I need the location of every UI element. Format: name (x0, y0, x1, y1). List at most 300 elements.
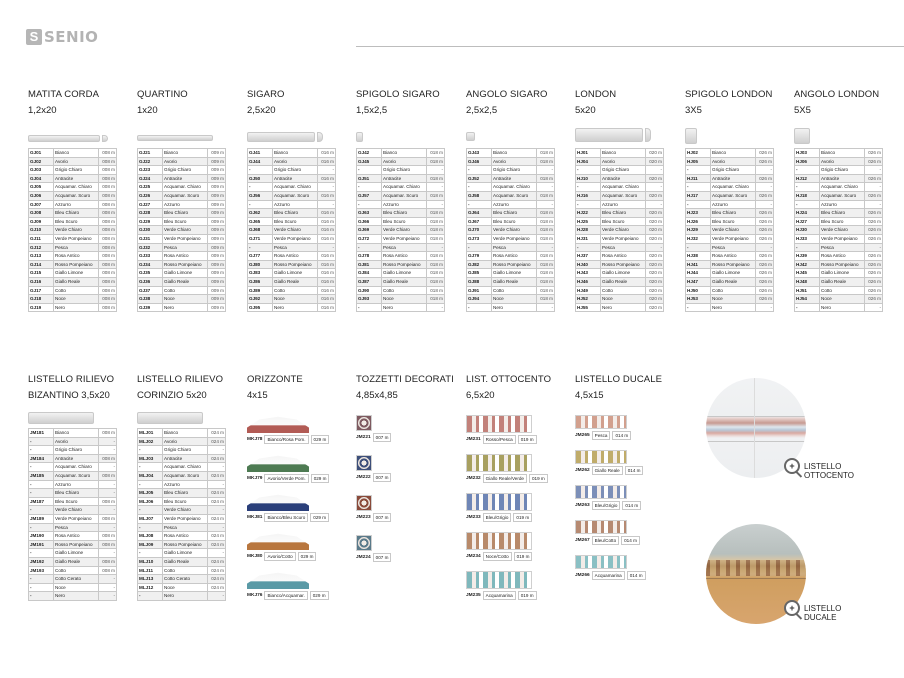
price: 009 m (208, 209, 226, 218)
color-name: Avorio (711, 157, 756, 166)
product-code: HJ25 (576, 217, 601, 226)
price: 018 m (537, 157, 555, 166)
table-row (686, 166, 774, 175)
table-row (248, 295, 336, 304)
price: 020 m (646, 295, 664, 304)
color-name: Antracite (163, 454, 208, 463)
color-name: Rosa Antico (54, 252, 99, 261)
color-name: Avorio (820, 157, 865, 166)
color-name: Avorio (601, 157, 646, 166)
trim-profile (356, 132, 363, 142)
color-name: Giallo Reale (592, 466, 623, 475)
table-row (29, 480, 117, 489)
table-row (138, 506, 226, 515)
price: 018 m (427, 226, 445, 235)
color-name: Cotto (711, 286, 756, 295)
price: 009 m (208, 295, 226, 304)
price: 026 m (756, 226, 774, 235)
code-table (137, 148, 226, 312)
product-code: GJ86 (248, 277, 273, 286)
color-name: Antracite (163, 174, 208, 183)
table-row (138, 157, 226, 166)
product-code: JM191 (29, 540, 54, 549)
color-name: Bleu/Cotto (592, 536, 619, 545)
price: 026 m (756, 209, 774, 218)
table-row (357, 277, 445, 286)
price: 008 m (99, 540, 117, 549)
table-row (467, 174, 555, 183)
table-row (29, 191, 117, 200)
product-column-matita (28, 88, 132, 312)
tile-image (575, 520, 627, 534)
brand-logo (26, 28, 98, 46)
product-column-london (575, 88, 679, 312)
product-code: - (686, 183, 711, 192)
price: - (427, 243, 445, 252)
table-row (29, 549, 117, 558)
product-code: MLJ04 (138, 471, 163, 480)
product-code: HJ01 (576, 149, 601, 158)
product-code: HJ43 (576, 269, 601, 278)
price: - (646, 243, 664, 252)
price: 019 m (513, 513, 532, 522)
product-code: - (357, 303, 382, 312)
trim-swatch (247, 126, 351, 146)
price: 007 m (373, 473, 392, 482)
trim-profile (247, 132, 315, 142)
table-row (138, 260, 226, 269)
color-name: Grigio Chiaro (54, 166, 99, 175)
price: 008 m (99, 191, 117, 200)
price: 018 m (537, 277, 555, 286)
price: 019 m (518, 591, 537, 600)
color-name: Nero (492, 303, 537, 312)
product-code: - (138, 523, 163, 532)
table-row (357, 260, 445, 269)
product-code: - (686, 166, 711, 175)
color-name: Acquamar. Chiaro (820, 183, 865, 192)
table-row (248, 191, 336, 200)
product-code: GJ58 (467, 191, 492, 200)
product-code: HJ53 (686, 295, 711, 304)
trim-profile (28, 135, 100, 142)
product-code: - (138, 446, 163, 455)
color-name: Verde Pompeiano (382, 234, 427, 243)
table-row (29, 429, 117, 438)
color-name: Noce (273, 295, 318, 304)
price: 020 m (646, 149, 664, 158)
code-table (685, 148, 774, 312)
price: 024 m (208, 471, 226, 480)
code-table (247, 148, 336, 312)
color-name: Verde Pompeiano (492, 234, 537, 243)
table-row (357, 209, 445, 218)
table-row (138, 463, 226, 472)
product-code: MKJ80 (247, 554, 263, 559)
price: 024 m (208, 575, 226, 584)
price: 008 m (99, 269, 117, 278)
price: 014 m (621, 536, 640, 545)
product-code: HJ32 (686, 234, 711, 243)
color-name: Giallo Limone (54, 549, 99, 558)
table-row (795, 269, 883, 278)
color-name: Acquamar. Scuro (492, 191, 537, 200)
table-row (576, 303, 664, 312)
price: 029 m (310, 591, 329, 600)
tile-image (466, 415, 532, 433)
color-name: Noce (601, 295, 646, 304)
product-title: ORIZZONTE (247, 374, 303, 385)
color-name: Acquamar. Chiaro (492, 183, 537, 192)
price: 008 m (99, 243, 117, 252)
color-name: Grigio Chiaro (711, 166, 756, 175)
product-title: LISTELLO RILIEVO (137, 374, 224, 385)
price: 018 m (427, 252, 445, 261)
list-item (247, 415, 355, 444)
table-row (795, 157, 883, 166)
table-row (576, 286, 664, 295)
product-code: GJ78 (357, 252, 382, 261)
product-code: GJ91 (467, 286, 492, 295)
color-name: Antracite (54, 174, 99, 183)
price: 009 m (208, 286, 226, 295)
table-row (467, 217, 555, 226)
price: 008 m (99, 200, 117, 209)
color-name: Avorio (273, 157, 318, 166)
list-item (356, 455, 464, 482)
price: 024 m (208, 429, 226, 438)
color-name: Antracite (54, 454, 99, 463)
product-size: 5x20 (575, 105, 596, 116)
product-code: GJ65 (248, 217, 273, 226)
table-row (576, 243, 664, 252)
price: 029 m (310, 513, 329, 522)
product-code: - (29, 549, 54, 558)
product-code: HJ49 (576, 286, 601, 295)
logo-text: SENIO (44, 28, 99, 46)
price: 026 m (756, 217, 774, 226)
logo-mark: S (26, 29, 42, 45)
price: 018 m (427, 295, 445, 304)
color-name: Acquamar. Chiaro (273, 183, 318, 192)
price: 026 m (865, 191, 883, 200)
table-row (138, 303, 226, 312)
product-code: GJ85 (467, 269, 492, 278)
product-code: GJ73 (467, 234, 492, 243)
table-row (29, 209, 117, 218)
product-code: GJ87 (357, 277, 382, 286)
product-column-spigolo_sigaro (356, 88, 460, 312)
price: - (756, 243, 774, 252)
price: 020 m (646, 286, 664, 295)
price: 029 m (311, 435, 330, 444)
color-name: Bleu Scuro (163, 217, 208, 226)
product-column-quartino (137, 88, 241, 312)
tile-image (356, 535, 372, 551)
product-code: GJ62 (248, 209, 273, 218)
price: 009 m (208, 149, 226, 158)
color-name: Verde Pompeiano (273, 234, 318, 243)
product-title: LONDON (575, 89, 617, 100)
price: 024 m (208, 514, 226, 523)
color-name: Rosso Pompeiano (601, 260, 646, 269)
product-column-sigaro (247, 88, 351, 312)
color-name: Rosso Pompeiano (711, 260, 756, 269)
color-name: Nero (273, 303, 318, 312)
price: 016 m (318, 209, 336, 218)
list-item (356, 495, 464, 522)
product-code: GJ67 (467, 217, 492, 226)
product-code: HJ28 (576, 226, 601, 235)
product-column-ottocento (466, 373, 574, 610)
price: 019 m (514, 552, 533, 561)
price: 024 m (208, 583, 226, 592)
product-code: MLJ03 (138, 454, 163, 463)
table-row (357, 149, 445, 158)
list-item (247, 571, 355, 600)
product-code: - (248, 243, 273, 252)
color-name: Acquamar. Chiaro (54, 183, 99, 192)
product-code: MLJ06 (138, 497, 163, 506)
table-row (29, 566, 117, 575)
price: 016 m (318, 252, 336, 261)
product-code: GJ44 (248, 157, 273, 166)
price: - (99, 480, 117, 489)
product-code: HJ02 (686, 149, 711, 158)
color-name: Noce (492, 295, 537, 304)
price: - (646, 166, 664, 175)
color-name: Bianco (54, 429, 99, 438)
color-name: Giallo Limone (601, 269, 646, 278)
product-size: 6,5x20 (466, 390, 495, 401)
list-item (356, 415, 464, 442)
product-size: 4,85x4,85 (356, 390, 398, 401)
table-row (467, 252, 555, 261)
color-name: Verde Chiaro (601, 226, 646, 235)
product-code: GJ83 (248, 269, 273, 278)
color-name: Bleu Chiaro (54, 209, 99, 218)
price: 009 m (208, 183, 226, 192)
product-code: - (467, 243, 492, 252)
color-name: Nero (163, 592, 208, 601)
product-code: GJ45 (357, 157, 382, 166)
table-row (467, 183, 555, 192)
color-name: Noce (163, 295, 208, 304)
product-code: GJ63 (357, 209, 382, 218)
color-name: Giallo Limone (54, 269, 99, 278)
price: 018 m (427, 260, 445, 269)
trim-profile (137, 412, 203, 424)
table-row (467, 286, 555, 295)
product-code: HJ45 (795, 269, 820, 278)
table-row (29, 183, 117, 192)
product-code: GJ68 (248, 226, 273, 235)
price: - (427, 200, 445, 209)
product-code: - (29, 446, 54, 455)
color-name: Acquamar. Scuro (163, 471, 208, 480)
table-row (138, 540, 226, 549)
price: 016 m (318, 234, 336, 243)
price: - (208, 549, 226, 558)
price: - (99, 592, 117, 601)
price: 020 m (646, 234, 664, 243)
product-code: HJ33 (795, 234, 820, 243)
table-row (138, 295, 226, 304)
product-code: MLJ11 (138, 566, 163, 575)
color-name: Pesca (163, 523, 208, 532)
color-name: Cotto (163, 286, 208, 295)
product-code: MKJ78 (247, 437, 263, 442)
product-code: - (357, 200, 382, 209)
color-name: Verde Pompeiano (820, 234, 865, 243)
price: 018 m (537, 269, 555, 278)
table-row (29, 454, 117, 463)
trim-swatch (466, 126, 570, 146)
color-name: Avorio (54, 437, 99, 446)
price: - (99, 489, 117, 498)
zoom-ottocento[interactable] (784, 458, 854, 480)
tile-image (247, 415, 309, 433)
color-name: Cotto (820, 286, 865, 295)
header-rule (356, 46, 904, 47)
table-row (138, 286, 226, 295)
product-code: HJ27 (795, 217, 820, 226)
price: 009 m (208, 191, 226, 200)
price: 018 m (537, 191, 555, 200)
trim-swatch (28, 408, 132, 426)
table-row (138, 200, 226, 209)
price: 018 m (427, 286, 445, 295)
color-name: Verde Chiaro (54, 506, 99, 515)
price: - (208, 523, 226, 532)
list-item (247, 532, 355, 561)
price: 009 m (208, 217, 226, 226)
tile-image (466, 532, 532, 550)
color-name: Pesca (163, 243, 208, 252)
product-size: BIZANTINO 3,5x20 (28, 390, 110, 401)
code-table (28, 428, 117, 601)
table-row (357, 217, 445, 226)
color-name: Acquamar. Chiaro (382, 183, 427, 192)
price: - (865, 243, 883, 252)
product-code: GJ11 (29, 234, 54, 243)
product-code: GJ70 (467, 226, 492, 235)
list-item (575, 520, 683, 545)
price: - (99, 506, 117, 515)
color-name: Rosso Pompeiano (163, 540, 208, 549)
table-row (138, 191, 226, 200)
product-size: 4,5x15 (575, 390, 604, 401)
color-name: Acquamarina (592, 571, 625, 580)
table-row (576, 157, 664, 166)
table-row (686, 303, 774, 312)
list-item (575, 555, 683, 580)
price: - (865, 200, 883, 209)
price: - (646, 183, 664, 192)
table-row (138, 532, 226, 541)
color-name: Rosso Pompeiano (54, 260, 99, 269)
color-name: Bleu Scuro (382, 217, 427, 226)
product-code: HJ42 (795, 260, 820, 269)
table-row (248, 277, 336, 286)
table-row (357, 191, 445, 200)
product-code: - (29, 480, 54, 489)
table-row (248, 166, 336, 175)
product-code: HJ18 (795, 191, 820, 200)
product-code: GJ52 (467, 174, 492, 183)
price: 024 m (208, 454, 226, 463)
price: - (99, 583, 117, 592)
product-code: HJ31 (576, 234, 601, 243)
product-code: JM267 (575, 538, 590, 543)
price: 018 m (537, 252, 555, 261)
price: 018 m (427, 209, 445, 218)
price: 008 m (99, 149, 117, 158)
color-name: Avorio (382, 157, 427, 166)
product-code: GJ39 (138, 303, 163, 312)
table-row (138, 523, 226, 532)
product-code: GJ93 (357, 295, 382, 304)
table-row (467, 209, 555, 218)
color-name: Antracite (382, 174, 427, 183)
table-row (138, 446, 226, 455)
product-size: 2,5x2,5 (466, 105, 498, 116)
color-name: Noce/Cotto (483, 552, 512, 561)
product-code: GJ12 (29, 243, 54, 252)
color-name: Bianco (54, 149, 99, 158)
table-row (29, 489, 117, 498)
product-code: MKJ81 (247, 515, 263, 520)
product-code: - (795, 166, 820, 175)
list-item (466, 493, 574, 522)
table-row (795, 183, 883, 192)
table-row (795, 295, 883, 304)
price: 016 m (318, 295, 336, 304)
table-row (29, 532, 117, 541)
price: - (99, 463, 117, 472)
table-row (686, 200, 774, 209)
list-item (466, 571, 574, 600)
color-name: Rosa Antico (820, 252, 865, 261)
price: - (756, 183, 774, 192)
price: 009 m (208, 226, 226, 235)
table-row (357, 252, 445, 261)
product-code: MLJ02 (138, 437, 163, 446)
price: 020 m (646, 217, 664, 226)
table-row (248, 234, 336, 243)
product-title: TOZZETTI DECORATI (356, 374, 454, 385)
product-code: HJ22 (576, 209, 601, 218)
color-name: Nero (54, 592, 99, 601)
color-name: Azzurro (820, 200, 865, 209)
color-name: Giallo Reale (273, 277, 318, 286)
zoom-ducale[interactable] (784, 600, 841, 622)
product-code: JM221 (356, 435, 371, 440)
price: 008 m (99, 557, 117, 566)
product-code: - (138, 463, 163, 472)
product-code: GJ28 (138, 209, 163, 218)
product-code: HJ39 (795, 252, 820, 261)
table-row (795, 286, 883, 295)
color-name: Bianco (492, 149, 537, 158)
color-name: Bleu Chiaro (382, 209, 427, 218)
color-name: Bianco (820, 149, 865, 158)
color-name: Noce (820, 295, 865, 304)
price: 016 m (318, 286, 336, 295)
color-name: Grigio Chiaro (820, 166, 865, 175)
color-name: Cotto Cerato (54, 575, 99, 584)
product-code: - (357, 183, 382, 192)
